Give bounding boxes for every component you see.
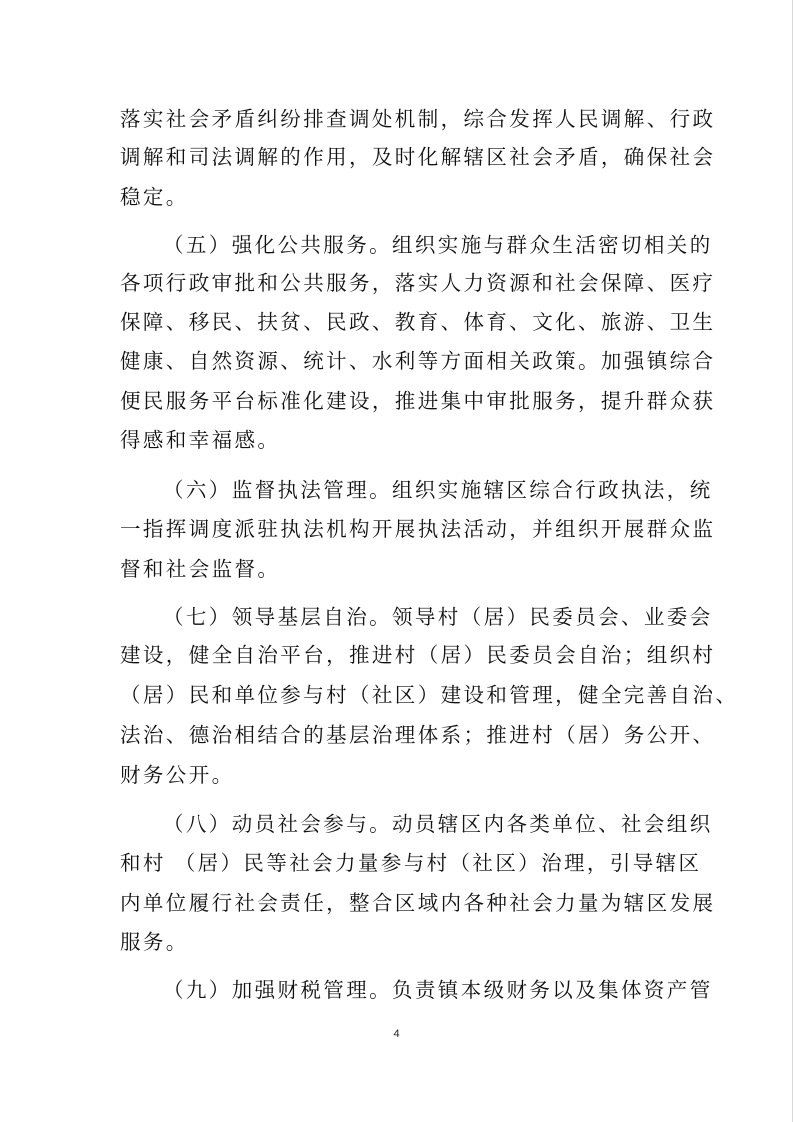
text-line: （居）民和单位参与村（社区）建设和管理，健全完善自治、 [120,683,739,707]
text-line: 稳定。 [120,185,189,209]
text-line: 保障、移民、扶贫、民政、教育、体育、文化、旅游、卫生 [120,310,716,334]
page-number: 4 [393,1028,400,1040]
text-line: 得感和幸福感。 [120,428,281,452]
text-line: 便民服务平台标准化建设，推进集中审批服务，提升群众获 [120,389,716,413]
section-heading-line: （九）加强财税管理。负责镇本级财务以及集体资产管 [163,978,713,1002]
text-line: 一指挥调度派驻执法机构开展执法活动，并组织开展群众监 [120,517,716,541]
text-line: 财务公开。 [120,763,235,787]
text-line: 建设，健全自治平台，推进村（居）民委员会自治；组织村 [120,643,716,667]
text-line: 落实社会矛盾纠纷排查调处机制，综合发挥人民调解、行政 [120,107,716,131]
text-line: 和村 （居）民等社会力量参与村（社区）治理，引导辖区 [120,851,702,875]
text-line: 内单位履行社会责任，整合区域内各种社会力量为辖区发展 [120,891,716,915]
text-line: 服务。 [120,930,189,954]
text-line: 健康、自然资源、统计、水利等方面相关政策。加强镇综合 [120,349,716,373]
section-heading-line: （八）动员社会参与。动员辖区内各类单位、社会组织 [163,812,713,836]
text-line: 督和社会监督。 [120,557,281,581]
text-line: 法治、德治相结合的基层治理体系；推进村（居）务公开、 [120,723,716,747]
section-heading-line: （五）强化公共服务。组织实施与群众生活密切相关的 [163,233,713,257]
section-heading-line: （七）领导基层自治。领导村（居）民委员会、业委会 [163,605,713,629]
section-heading-line: （六）监督执法管理。组织实施辖区综合行政执法，统 [163,478,713,502]
text-line: 调解和司法调解的作用，及时化解辖区社会矛盾，确保社会 [120,145,716,169]
text-line: 各项行政审批和公共服务，落实人力资源和社会保障、医疗 [120,271,716,295]
